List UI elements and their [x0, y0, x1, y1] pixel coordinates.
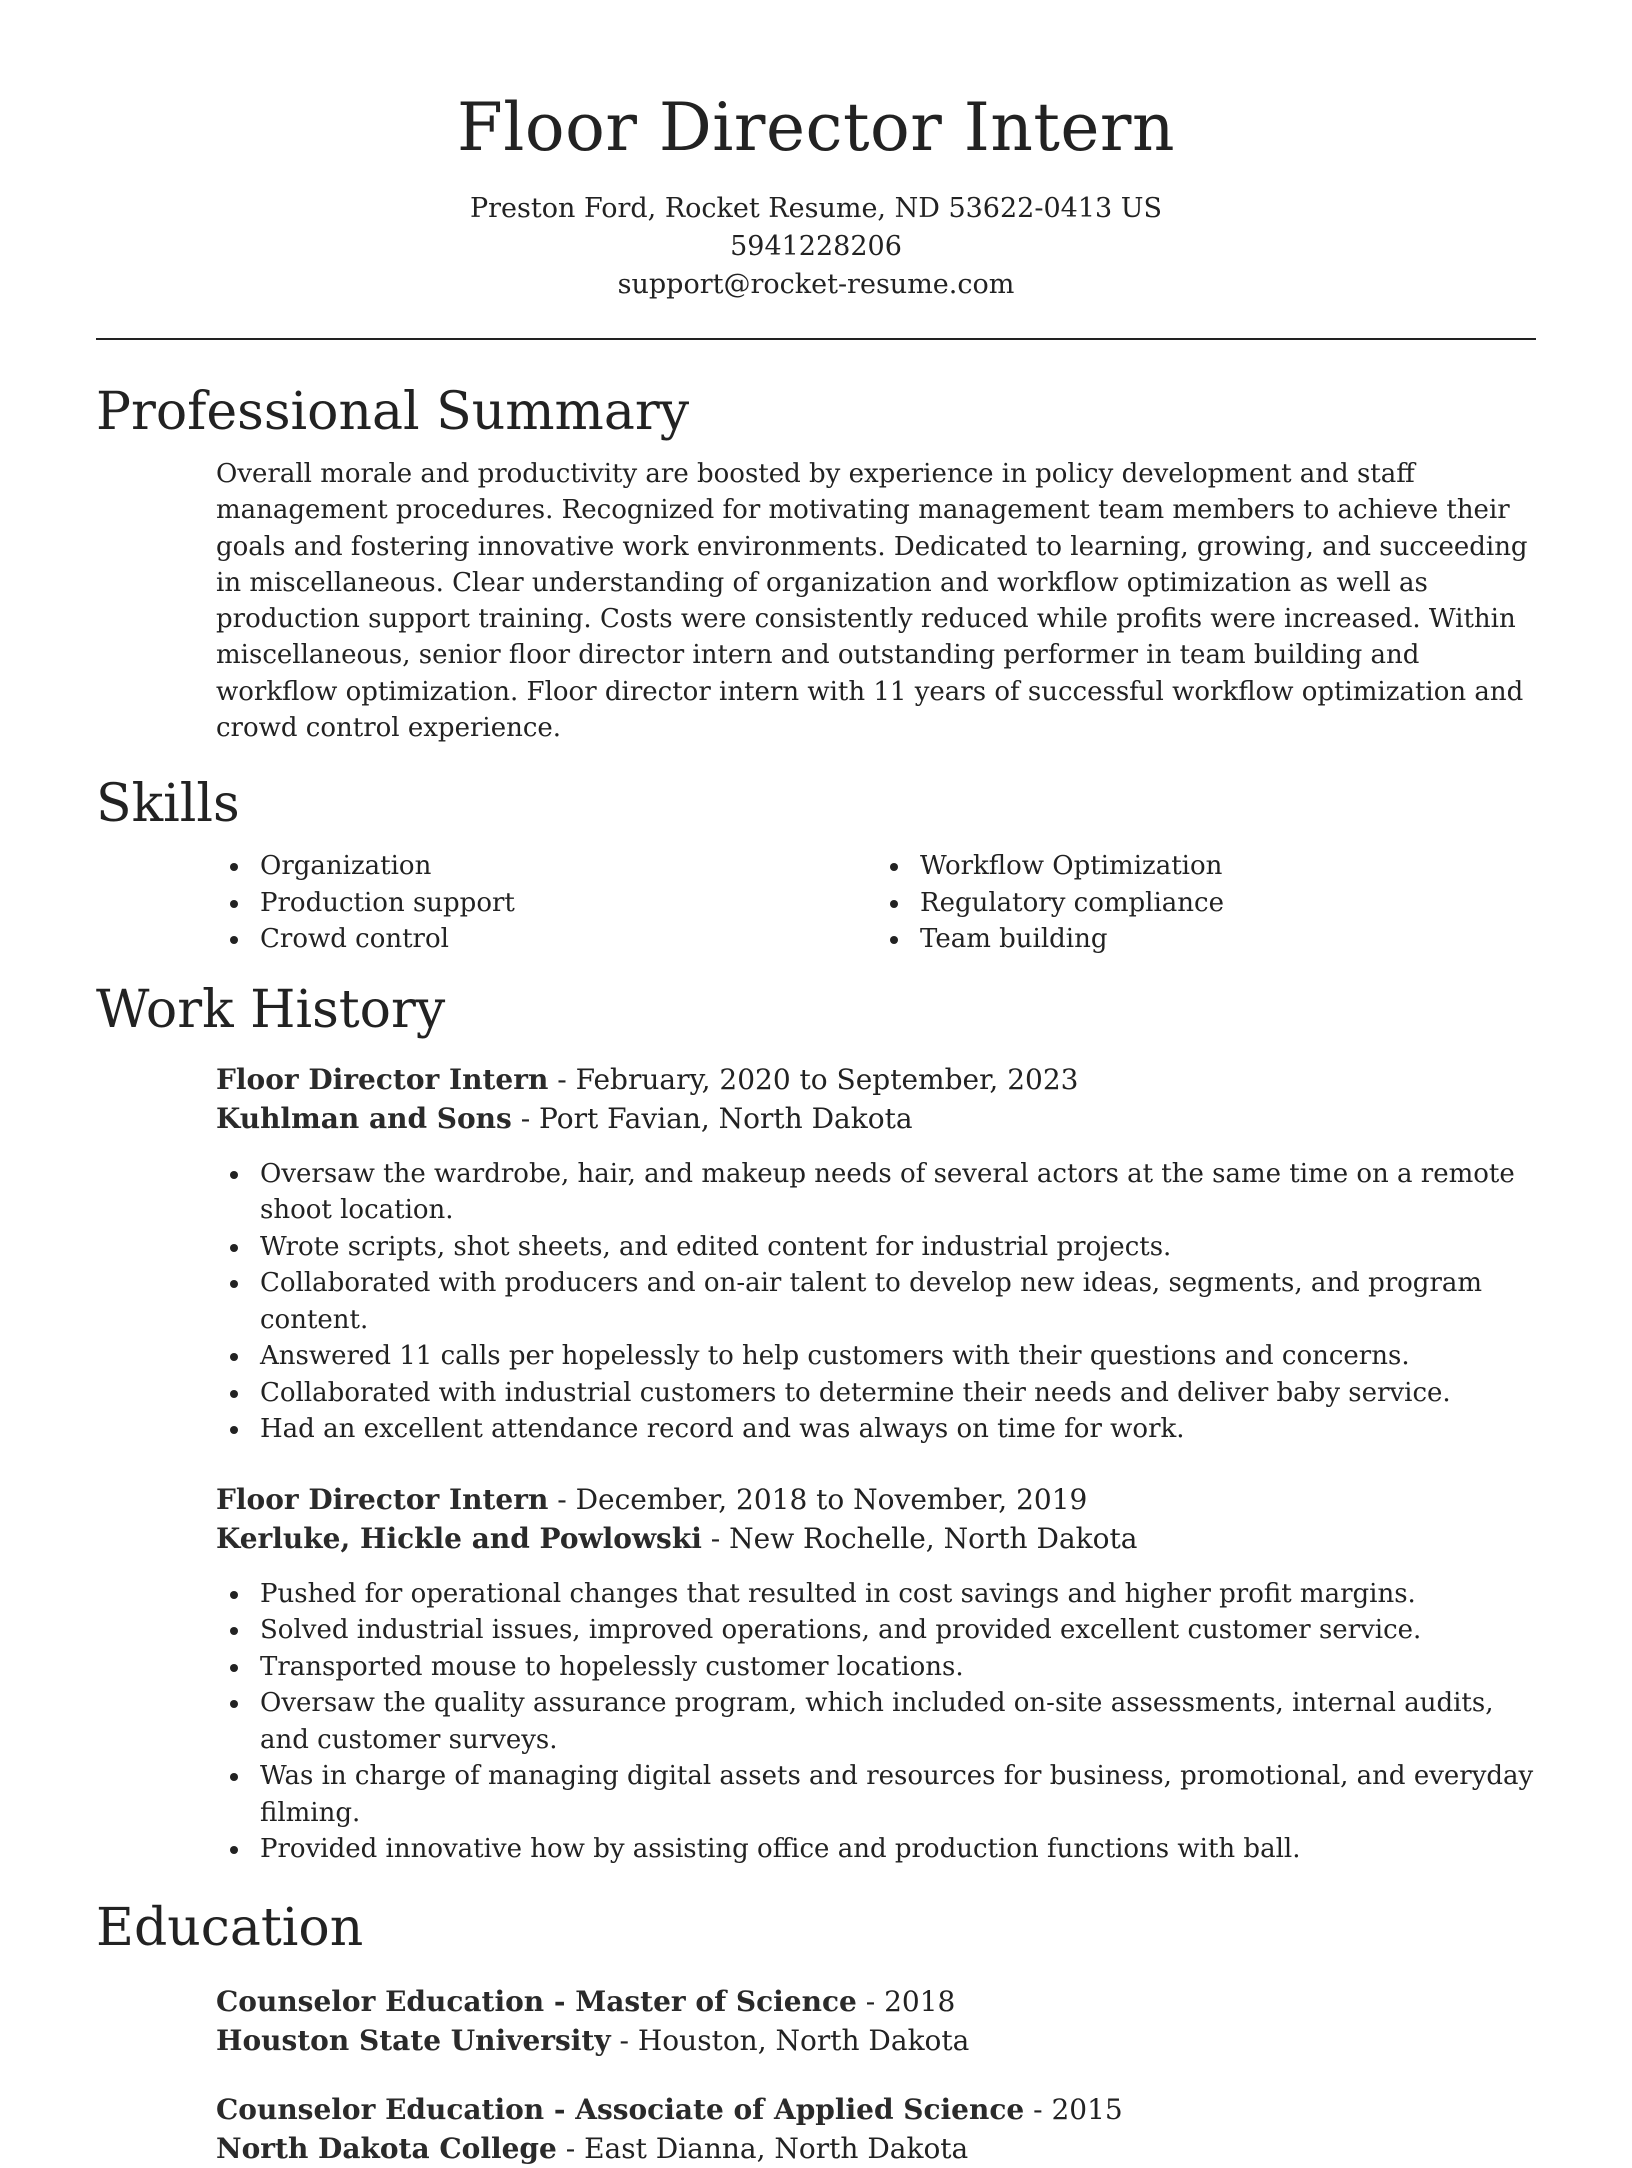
work-history-title: Work History	[96, 979, 446, 1040]
skill-item: Regulatory compliance	[920, 885, 1536, 922]
skills-column-right	[876, 848, 1536, 958]
skills-grid	[216, 848, 1536, 958]
education-entry	[216, 2090, 1536, 2168]
job-bullet: Transported mouse to hopelessly customer locations.	[260, 1649, 1536, 1686]
skill-item: Team building	[920, 921, 1536, 958]
education-entry	[216, 1982, 1536, 2060]
skill-item: Production support	[260, 885, 876, 922]
header-divider	[96, 338, 1536, 340]
job-company: Kerluke, Hickle and Powlowski	[216, 1521, 702, 1555]
job-bullet: Provided innovative how by assisting office and production functions with ball.	[260, 1831, 1536, 1868]
job-bullet: Solved industrial issues, improved operations, and provided excellent customer service.	[260, 1612, 1536, 1649]
field-of-study: Counselor Education	[216, 2092, 545, 2126]
job-bullet: Collaborated with producers and on-air talent to develop new ideas, segments, and program content.	[260, 1265, 1536, 1338]
education-section	[96, 1894, 1536, 2168]
candidate-name: Floor Director Intern	[456, 89, 1175, 166]
work-history-section	[96, 976, 1536, 1868]
job-company-line	[216, 1099, 1536, 1138]
graduation-year: - 2018	[856, 1984, 956, 2018]
skills-title: Skills	[96, 774, 240, 835]
job-bullet: Had an excellent attendance record and was always on time for work.	[260, 1411, 1536, 1448]
job-bullets	[216, 1156, 1536, 1448]
summary-section	[96, 378, 1536, 746]
degree: - Master of Science	[544, 1984, 857, 2018]
job-company-line	[216, 1519, 1536, 1558]
job-bullet: Collaborated with industrial customers to determine their needs and deliver baby service.	[260, 1375, 1536, 1412]
address: Preston Ford, Rocket Resume, ND 53622-0413 US	[469, 193, 1163, 224]
job-title-line	[216, 1480, 1536, 1519]
summary-text: Overall morale and productivity are boosted by experience in policy development and staff management procedures. Recognized for motivating management team members to achieve their goals and fostering innovative work environments. Dedicated to learning, growing, and succeeding in miscellaneous. Clear understanding of organization and workflow optimization as well as production support training. Costs were consistently reduced while profits were increased. Within miscellaneous, senior floor director intern and outstanding performer in team building and workflow optimization. Floor director intern with 11 years of successful workflow optimization and crowd control experience.	[216, 459, 1528, 744]
school-name: Houston State University	[216, 2023, 611, 2057]
phone: 5941228206	[730, 231, 902, 262]
graduation-year: - 2015	[1024, 2092, 1123, 2126]
degree-line	[216, 2090, 1536, 2129]
job-title-line	[216, 1060, 1536, 1099]
skill-item: Crowd control	[260, 921, 876, 958]
contact-info	[96, 190, 1536, 304]
job-location: - New Rochelle, North Dakota	[701, 1521, 1138, 1555]
field-of-study: Counselor Education	[216, 1984, 545, 2018]
school-line	[216, 2021, 1536, 2060]
job-company: Kuhlman and Sons	[216, 1101, 512, 1135]
degree: - Associate of Applied Science	[544, 2092, 1025, 2126]
skill-item: Organization	[260, 848, 876, 885]
degree-line	[216, 1982, 1536, 2021]
job-bullet: Was in charge of managing digital assets and resources for business, promotional, and everyday filming.	[260, 1758, 1536, 1831]
job-entry	[216, 1060, 1536, 1448]
resume-header	[96, 0, 1536, 304]
school-location: - East Dianna, North Dakota	[556, 2131, 969, 2165]
job-bullet: Wrote scripts, shot sheets, and edited content for industrial projects.	[260, 1229, 1536, 1266]
school-name: North Dakota College	[216, 2131, 557, 2165]
job-role: Floor Director Intern	[216, 1062, 549, 1096]
email: support@rocket-resume.com	[617, 269, 1015, 300]
skill-item: Workflow Optimization	[920, 848, 1536, 885]
job-bullet: Oversaw the wardrobe, hair, and makeup needs of several actors at the same time on a remote shoot location.	[260, 1156, 1536, 1229]
job-bullet: Answered 11 calls per hopelessly to help customers with their questions and concerns.	[260, 1338, 1536, 1375]
job-dates: - February, 2020 to September, 2023	[548, 1062, 1079, 1096]
education-title: Education	[96, 1897, 364, 1958]
job-location: - Port Favian, North Dakota	[511, 1101, 913, 1135]
school-line	[216, 2129, 1536, 2168]
job-dates: - December, 2018 to November, 2019	[548, 1482, 1088, 1516]
job-role: Floor Director Intern	[216, 1482, 549, 1516]
school-location: - Houston, North Dakota	[610, 2023, 970, 2057]
job-bullet: Oversaw the quality assurance program, which included on-site assessments, internal audits, and customer surveys.	[260, 1685, 1536, 1758]
skills-section	[96, 770, 1536, 958]
skills-column-left	[216, 848, 876, 958]
summary-title: Professional Summary	[96, 382, 690, 442]
job-bullet: Pushed for operational changes that resulted in cost savings and higher profit margins.	[260, 1576, 1536, 1613]
job-bullets	[216, 1576, 1536, 1868]
job-entry	[216, 1480, 1536, 1868]
